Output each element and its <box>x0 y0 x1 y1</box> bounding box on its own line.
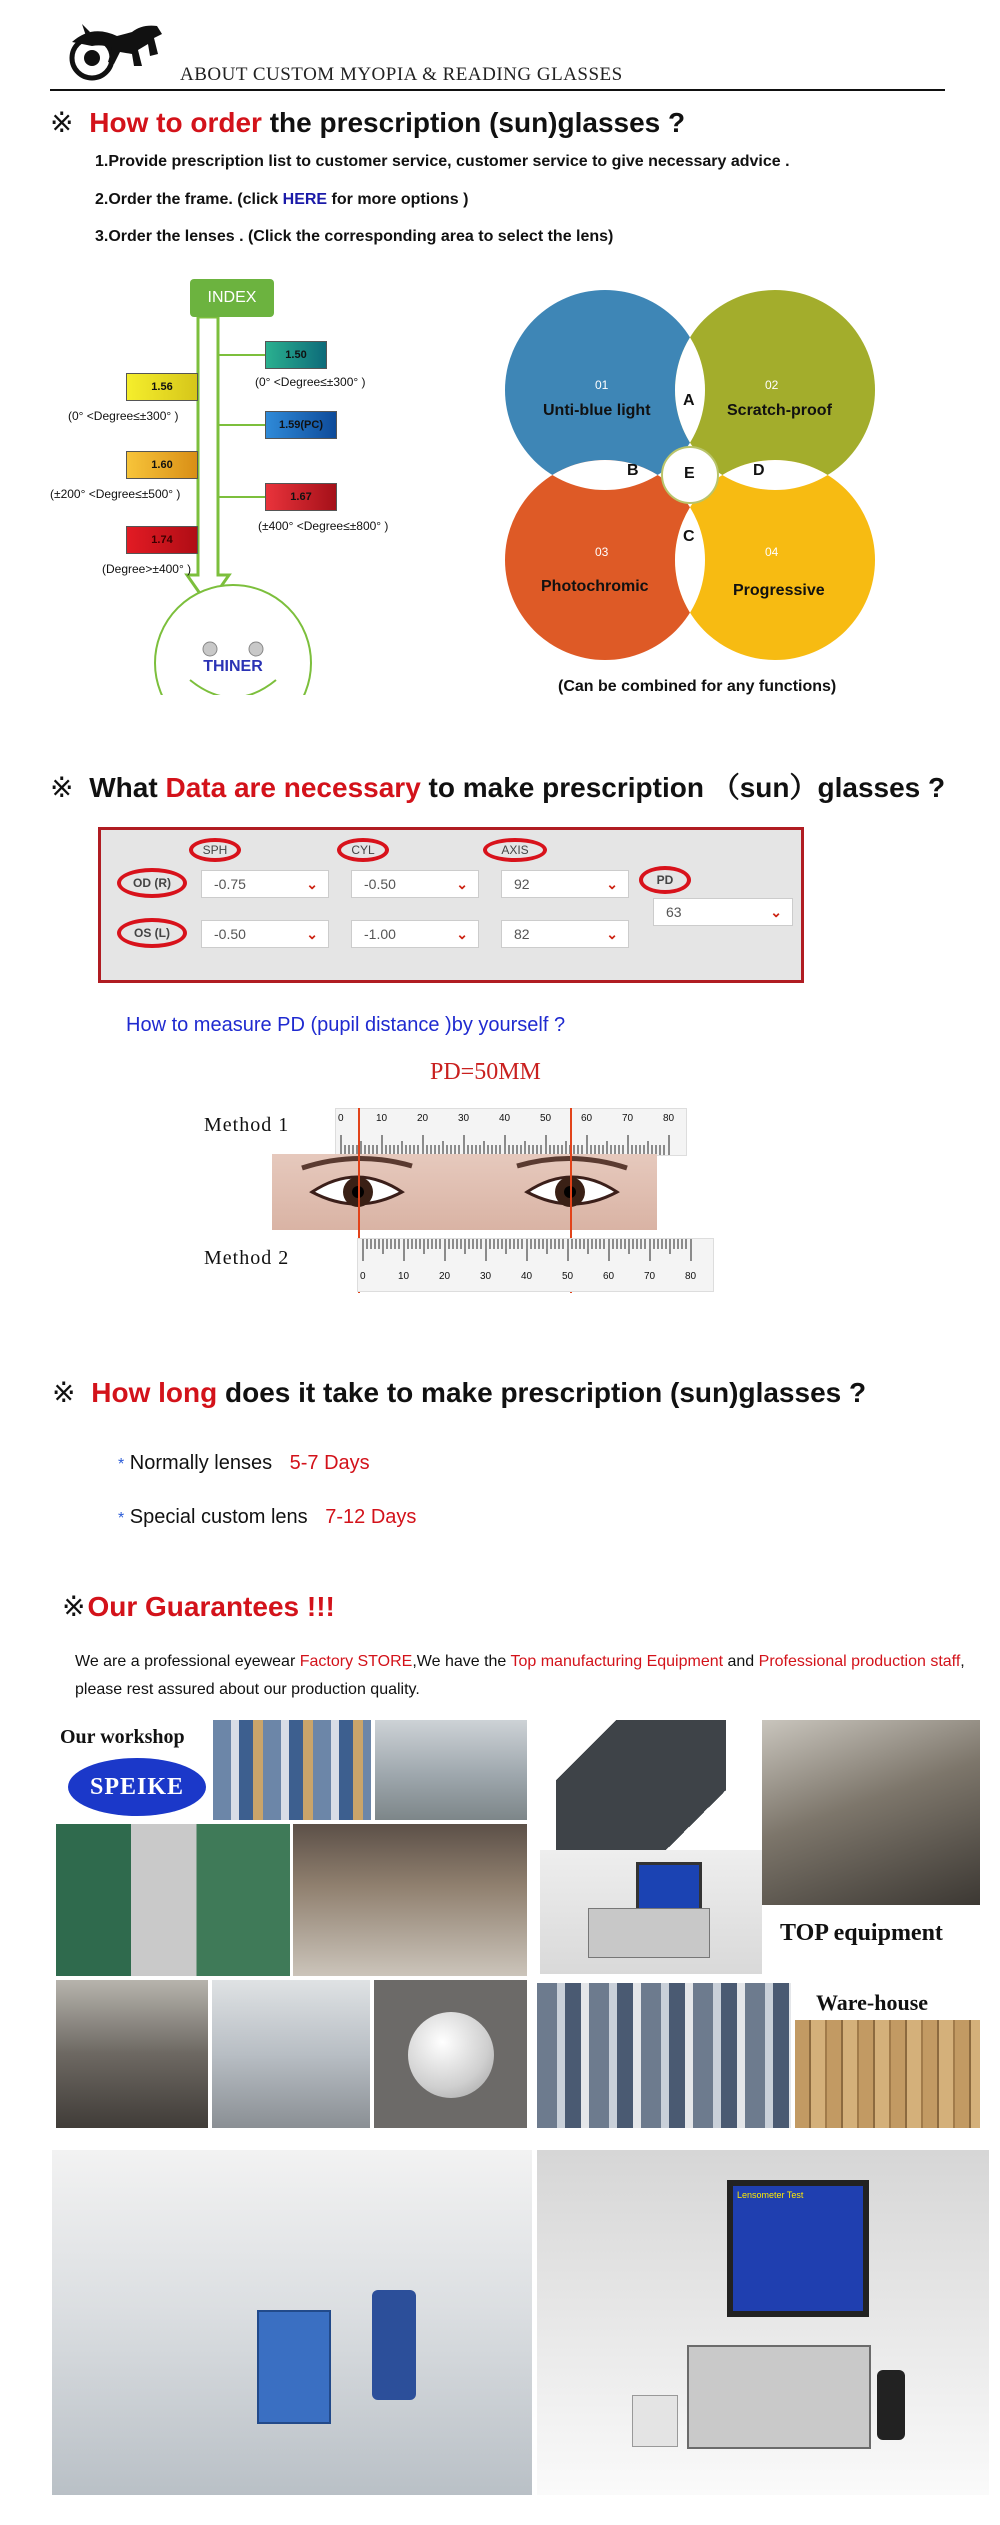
axis-header: AXIS <box>483 838 547 862</box>
tick-label: 70 <box>644 1271 656 1282</box>
header-divider <box>50 89 945 91</box>
index-label: 1.60 <box>151 459 173 471</box>
tick-label: 10 <box>376 1113 388 1124</box>
section-guarantees-title <box>62 1590 335 1623</box>
chevron-down-icon: ⌄ <box>306 926 318 942</box>
pd-question: How to measure PD (pupil distance )by yourself ? <box>126 1014 566 1036</box>
od-cyl-value: -0.50 <box>364 876 396 892</box>
index-1-67[interactable] <box>265 483 337 511</box>
title-rest: does it take to make prescription (sun)glasses ? <box>225 1377 867 1408</box>
guarantee-paragraph <box>75 1648 985 1704</box>
venn-letter-c[interactable]: C <box>683 528 695 545</box>
tick-label: 50 <box>540 1113 552 1124</box>
custom-lens-time <box>118 1506 416 1529</box>
tick-label: 60 <box>603 1271 615 1282</box>
os-label: OS (L) <box>117 918 187 948</box>
lensometer-large-photo <box>537 2150 989 2495</box>
index-1-60[interactable] <box>126 451 198 479</box>
index-1-59pc[interactable] <box>265 411 337 439</box>
lead-time-label: Special custom lens <box>129 1506 308 1528</box>
index-1-56[interactable] <box>126 373 198 401</box>
monitor <box>727 2180 869 2317</box>
para-text: please rest assured about our production quality. <box>75 1681 420 1698</box>
tick-label: 80 <box>663 1113 675 1124</box>
title-rest: the prescription (sun)glasses ? <box>269 107 686 138</box>
title-highlight: How long <box>91 1377 218 1408</box>
normal-lens-time <box>118 1452 370 1475</box>
warehouse-shelves-photo <box>213 1720 371 1820</box>
prescription-form <box>98 827 804 983</box>
eyes-drawing <box>272 1154 657 1230</box>
pd-value: 63 <box>666 904 682 920</box>
para-text: ,We have the <box>412 1653 511 1670</box>
screen <box>636 1862 702 1912</box>
ruler-top <box>335 1108 687 1156</box>
brand-name: SPEIKE <box>89 1773 185 1800</box>
lensometer-photo <box>540 1850 762 1974</box>
brand-logo <box>68 1758 206 1816</box>
warehouse-boxes-photo <box>795 2020 980 2128</box>
scanner <box>877 2370 905 2440</box>
tick-label: 30 <box>458 1113 470 1124</box>
page-title: ABOUT CUSTOM MYOPIA & READING GLASSES <box>180 64 623 85</box>
section-mark: ※ <box>52 1377 76 1408</box>
chevron-down-icon: ⌄ <box>606 926 618 942</box>
venn-photochromic[interactable]: Photochromic <box>541 578 649 595</box>
os-sph-value: -0.50 <box>214 926 246 942</box>
tick-label: 50 <box>562 1271 574 1282</box>
title-highlight: Our Guarantees !!! <box>87 1591 335 1622</box>
monitor-title: Lensometer Test <box>737 2190 804 2200</box>
top-equipment-label: TOP equipment <box>780 1920 943 1946</box>
tick-label: 0 <box>338 1113 344 1124</box>
tick-label: 0 <box>360 1271 366 1282</box>
title-post: to make prescription （sun）glasses ? <box>420 772 946 803</box>
para-text: and <box>723 1653 759 1670</box>
tick-label: 40 <box>499 1113 511 1124</box>
para-highlight: Top manufacturing Equipment <box>510 1653 724 1670</box>
title-highlight: How to order <box>89 107 262 138</box>
os-axis-select[interactable] <box>501 920 629 948</box>
coating-machine-photo <box>56 1824 290 1976</box>
device-body <box>687 2345 871 2449</box>
method-2-label: Method 2 <box>204 1247 290 1269</box>
chevron-down-icon: ⌄ <box>606 876 618 892</box>
venn-caption: (Can be combined for any functions) <box>558 678 837 695</box>
pd-select[interactable] <box>653 898 793 926</box>
step-3: 3.Order the lenses . (Click the corresponding area to select the lens) <box>95 228 614 245</box>
index-1-50[interactable] <box>265 341 327 369</box>
tick-label: 70 <box>622 1113 634 1124</box>
lead-time-value: 7-12 Days <box>325 1506 417 1528</box>
lens-disc <box>408 2012 494 2098</box>
cyl-header: CYL <box>337 838 389 862</box>
od-label: OD (R) <box>117 868 187 898</box>
here-link[interactable]: HERE <box>282 191 328 208</box>
warehouse-label: Ware-house <box>816 1990 929 2015</box>
tick-label: 60 <box>581 1113 593 1124</box>
index-1-74[interactable] <box>126 526 198 554</box>
tank <box>372 2290 416 2400</box>
cleanroom-photo <box>52 2150 532 2495</box>
index-1-50-range: (0° <Degree≤±300° ) <box>255 375 366 389</box>
venn-num-04: 04 <box>765 545 779 559</box>
tick-label: 20 <box>417 1113 429 1124</box>
index-label: 1.74 <box>151 534 173 546</box>
method-1-label: Method 1 <box>204 1114 290 1136</box>
index-1-67-range: (±400° <Degree≤±800° ) <box>258 519 389 533</box>
para-highlight: Professional production staff <box>758 1653 961 1670</box>
factory-floor-photo <box>375 1720 527 1820</box>
pd-header: PD <box>639 866 691 894</box>
chevron-down-icon: ⌄ <box>770 904 782 920</box>
step-2-text-end: for more options ) <box>327 191 469 208</box>
ruler-bottom-ticks <box>358 1239 713 1269</box>
index-label: 1.67 <box>290 491 312 503</box>
venn-unti-blue[interactable]: Unti-blue light <box>543 402 651 419</box>
index-arrow-graphic <box>40 275 460 695</box>
ruler-top-labels <box>336 1113 686 1127</box>
tick-label: 10 <box>398 1271 410 1282</box>
chevron-down-icon: ⌄ <box>456 876 468 892</box>
venn-progressive[interactable]: Progressive <box>733 582 825 599</box>
workers-photo <box>212 1980 370 2128</box>
storage-racks-photo <box>537 1983 791 2128</box>
tick-label: 20 <box>439 1271 451 1282</box>
section-mark: ※ <box>50 772 74 803</box>
index-header: INDEX <box>190 279 274 317</box>
index-1-56-range: (0° <Degree≤±300° ) <box>68 409 179 423</box>
equipment-room-photo <box>56 1980 208 2128</box>
printer <box>632 2395 678 2447</box>
section-data-necessary-title <box>50 766 945 806</box>
edging-machine-photo <box>762 1720 980 1905</box>
pd-title: PD=50MM <box>430 1059 541 1085</box>
lens-function-venn <box>505 290 875 660</box>
os-axis-value: 82 <box>514 926 530 942</box>
section-how-to-order-title <box>50 106 685 139</box>
tick-label: 40 <box>521 1271 533 1282</box>
index-1-60-range: (±200° <Degree≤±500° ) <box>50 487 181 501</box>
od-sph-value: -0.75 <box>214 876 246 892</box>
logo <box>62 14 172 84</box>
venn-scratch-proof[interactable]: Scratch-proof <box>727 402 832 419</box>
section-mark: ※ <box>50 107 74 138</box>
venn-letter-b[interactable]: B <box>627 462 639 479</box>
od-sph-select[interactable] <box>201 870 329 898</box>
thinner-label: THINER <box>203 658 263 675</box>
para-text: , <box>960 1653 965 1670</box>
index-label: 1.56 <box>151 381 173 393</box>
lead-time-label: Normally lenses <box>129 1452 273 1474</box>
tick-label: 80 <box>685 1271 697 1282</box>
venn-letter-a[interactable]: A <box>683 392 695 409</box>
tick-label: 30 <box>480 1271 492 1282</box>
chevron-down-icon: ⌄ <box>456 926 468 942</box>
step-2-text: 2.Order the frame. (click <box>95 191 283 208</box>
lens-blank-photo <box>374 1980 527 2128</box>
bullet-icon: * <box>118 1456 125 1473</box>
venn-num-02: 02 <box>765 378 779 392</box>
os-cyl-value: -1.00 <box>364 926 396 942</box>
step-1: 1.Provide prescription list to customer service, customer service to give necessary advice . <box>95 153 790 170</box>
machine <box>257 2310 331 2424</box>
od-cyl-select[interactable] <box>351 870 479 898</box>
section-mark: ※ <box>62 1591 86 1622</box>
para-text: We are a professional eyewear <box>75 1653 300 1670</box>
index-label: 1.50 <box>285 349 307 361</box>
index-chart <box>40 275 460 695</box>
ruler-bottom-labels <box>358 1271 713 1285</box>
para-highlight: Factory STORE <box>299 1653 413 1670</box>
section-how-long-title <box>52 1376 866 1409</box>
production-line-photo <box>293 1824 527 1976</box>
venn-letter-d[interactable]: D <box>753 462 765 479</box>
title-pre: What <box>89 772 166 803</box>
index-label: 1.59(PC) <box>278 419 324 431</box>
tilted-machine-photo <box>556 1720 726 1850</box>
workshop-label: Our workshop <box>60 1726 185 1748</box>
eyes-photo <box>272 1154 657 1230</box>
os-sph-select[interactable] <box>201 920 329 948</box>
ruler-bottom <box>357 1238 714 1292</box>
sph-header: SPH <box>189 838 241 862</box>
step-2 <box>95 191 468 209</box>
title-highlight: Data are necessary <box>165 772 421 803</box>
lead-time-value: 5-7 Days <box>289 1452 370 1474</box>
venn-letter-e[interactable]: E <box>684 465 695 482</box>
venn-num-01: 01 <box>595 378 609 392</box>
od-axis-value: 92 <box>514 876 530 892</box>
od-axis-select[interactable] <box>501 870 629 898</box>
os-cyl-select[interactable] <box>351 920 479 948</box>
chevron-down-icon: ⌄ <box>306 876 318 892</box>
venn-num-03: 03 <box>595 545 609 559</box>
device-base <box>588 1908 710 1958</box>
index-1-74-range: (Degree>±400° ) <box>102 562 192 576</box>
bullet-icon: * <box>118 1510 125 1527</box>
